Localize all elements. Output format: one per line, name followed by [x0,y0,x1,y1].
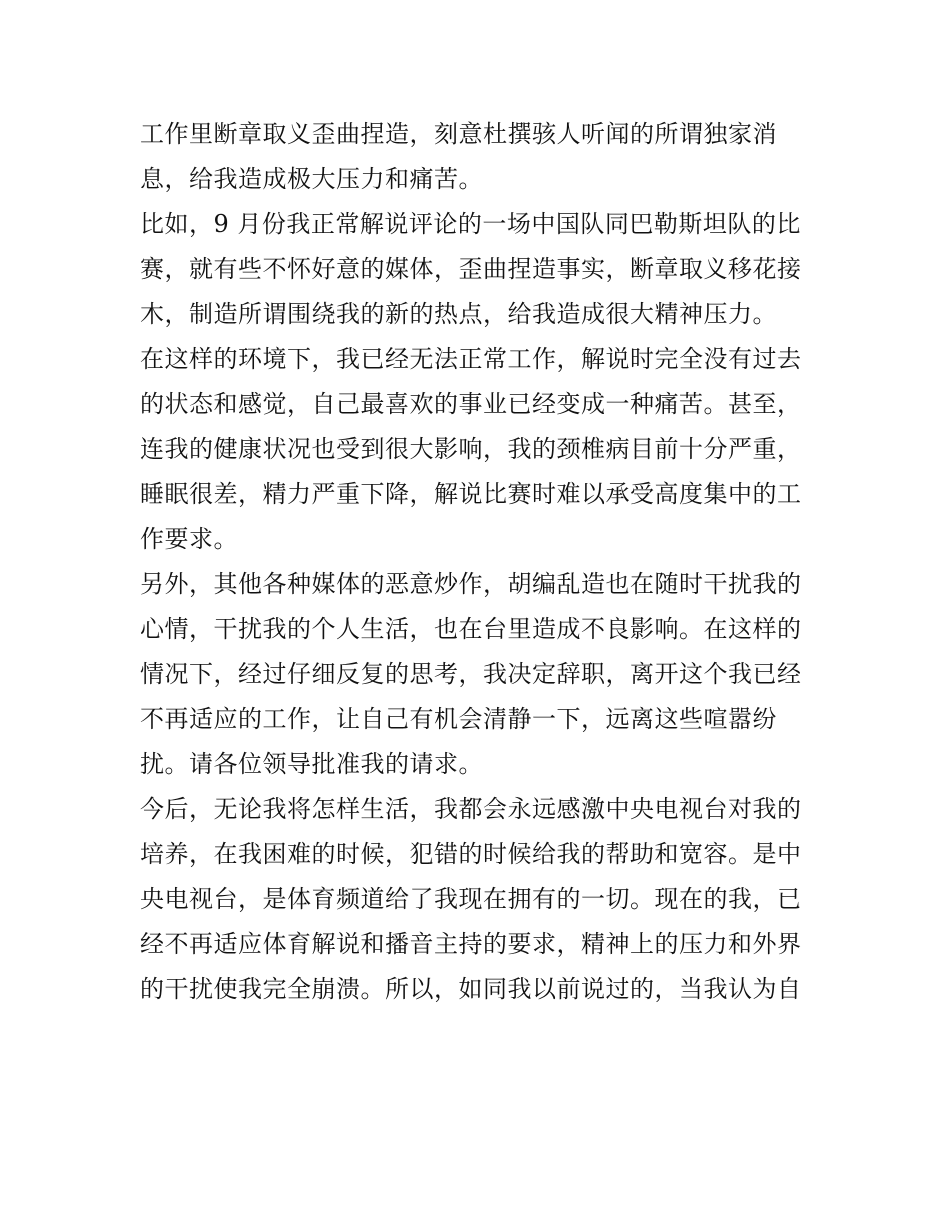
text-line-12: 心情，干扰我的个人生活，也在台里造成不良影响。在这样的 [140,615,802,643]
text-line-4: 赛，就有些不怀好意的媒体，歪曲捏造事实，断章取义移花接 [140,255,802,283]
text-line-15: 扰。请各位领导批准我的请求。 [140,750,483,778]
text-line-13: 情况下，经过仔细反复的思考，我决定辞职，离开这个我已经 [140,660,802,688]
text-line-1: 工作里断章取义歪曲捏造，刻意杜撰骇人听闻的所谓独家消 [140,120,777,148]
text-line-3: 比如，9 月份我正常解说评论的一场中国队同巴勒斯坦队的比 [140,210,801,238]
text-line-20: 的干扰使我完全崩溃。所以，如同我以前说过的，当我认为自 [140,975,802,1003]
text-line-17: 培养，在我困难的时候，犯错的时候给我的帮助和宽容。是中 [140,840,802,868]
text-line-6: 在这样的环境下，我已经无法正常工作，解说时完全没有过去 [140,345,802,373]
text-line-7: 的状态和感觉，自己最喜欢的事业已经变成一种痛苦。甚至， [140,390,802,418]
letter-body [140,112,820,1012]
text-line-14: 不再适应的工作，让自己有机会清静一下，远离这些喧嚣纷 [140,705,777,733]
text-line-5: 木，制造所谓围绕我的新的热点，给我造成很大精神压力。 [140,300,777,328]
text-line-19: 经不再适应体育解说和播音主持的要求，精神上的压力和外界 [140,930,802,958]
text-line-16: 今后，无论我将怎样生活，我都会永远感激中央电视台对我的 [140,795,802,823]
text-line-8: 连我的健康状况也受到很大影响，我的颈椎病目前十分严重， [140,435,802,463]
text-line-18: 央电视台，是体育频道给了我现在拥有的一切。现在的我，已 [140,885,802,913]
text-line-11: 另外，其他各种媒体的恶意炒作，胡编乱造也在随时干扰我的 [140,570,802,598]
text-line-9: 睡眠很差，精力严重下降，解说比赛时难以承受高度集中的工 [140,480,802,508]
text-line-10: 作要求。 [140,525,238,553]
text-line-2: 息，给我造成极大压力和痛苦。 [140,165,483,193]
